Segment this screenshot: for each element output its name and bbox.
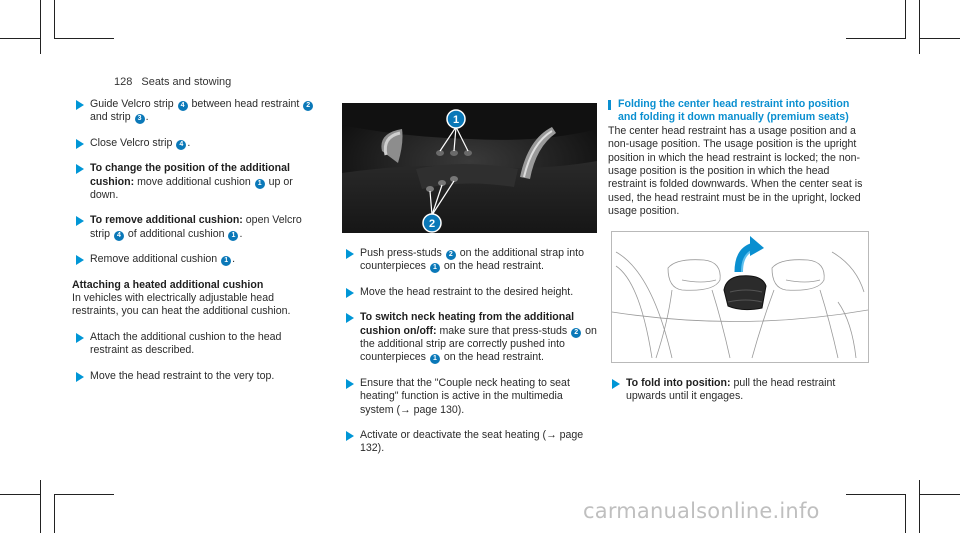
step-arrow-icon [612, 379, 620, 389]
step-arrow-icon [346, 249, 354, 259]
step-remove-additional: Remove additional cushion 1 . [72, 253, 322, 266]
callout-badge-4: 4 [176, 140, 186, 150]
page-reference-link[interactable]: page 130). [410, 403, 465, 416]
crop-mark [846, 38, 906, 39]
callout-badge-2: 2 [446, 250, 456, 260]
crop-mark [0, 494, 40, 495]
callout-badge-2: 2 [571, 328, 581, 338]
crop-mark [905, 494, 906, 533]
callout-badge-1: 1 [228, 231, 238, 241]
callout-badge-1: 1 [255, 179, 265, 189]
step-guide-velcro: Guide Velcro strip 4 between head restraint 2 and strip 3 . [72, 98, 322, 125]
crop-mark [40, 480, 41, 533]
crop-mark [40, 0, 41, 54]
callout-badge-4: 4 [114, 231, 124, 241]
head-restraint-image [342, 103, 597, 233]
intro-text: In vehicles with electrically adjustable head restraints, you can heat the additional cushion. [72, 292, 291, 318]
step-close-velcro: Close Velcro strip 4 . [72, 137, 322, 150]
step-ensure-function: Ensure that the "Couple neck heating to seat heating" function is active in the multimedia system (→ page 130). [342, 377, 597, 417]
callout-badge-1: 1 [430, 263, 440, 273]
step-arrow-icon [76, 333, 84, 343]
crop-mark [54, 38, 114, 39]
step-neck-heating: To switch neck heating from the additional cushion on/off: make sure that press-studs 2 on the additional strip are correctly pushed into counterpieces 1 on the head restraint. [342, 311, 597, 365]
crop-mark [919, 480, 920, 533]
step-arrow-icon [346, 379, 354, 389]
site-watermark: carmanualsonline.info [583, 499, 820, 523]
step-remove-cushion: To remove additional cushion: open Velcro strip 4 of additional cushion 1 . [72, 214, 322, 241]
column-left [72, 98, 322, 395]
crop-mark [54, 494, 114, 495]
crop-mark [0, 38, 40, 39]
section-title: Seats and stowing [141, 76, 232, 88]
step-arrow-icon [76, 372, 84, 382]
step-move-top: Move the head restraint to the very top. [72, 370, 322, 383]
column-right [608, 98, 870, 415]
step-arrow-icon [76, 255, 84, 265]
step-seat-heating: Activate or deactivate the seat heating (→ page 132). [342, 429, 597, 456]
step-arrow-icon [76, 139, 84, 149]
rear-seat-image [612, 232, 868, 362]
heading-marker [608, 100, 611, 110]
step-change-position: To change the position of the additional cushion: move additional cushion 1 up or down. [72, 162, 322, 202]
page-number: 128 [114, 76, 133, 88]
crop-mark [846, 494, 906, 495]
crop-mark [54, 0, 55, 38]
callout-badge-2: 2 [428, 218, 436, 230]
step-push-press-studs: Push press-studs 2 on the additional strap into counterpieces 1 on the head restraint. [342, 247, 597, 274]
crop-mark [54, 494, 55, 533]
step-arrow-icon [76, 216, 84, 226]
step-arrow-icon [346, 288, 354, 298]
column-middle [342, 103, 597, 468]
page-reference-link[interactable]: page 132). [360, 429, 584, 455]
crop-mark [920, 38, 960, 39]
step-move-height: Move the head restraint to the desired height. [342, 286, 597, 299]
section-heading: Attaching a heated additional cushion [72, 278, 264, 291]
page-ref-arrow-icon: → [546, 429, 557, 442]
callout-badge-1: 1 [452, 114, 460, 126]
callout-badge-1: 1 [221, 256, 231, 266]
page-header [114, 76, 231, 89]
step-arrow-icon [346, 313, 354, 323]
callout-badge-1: 1 [430, 354, 440, 364]
crop-mark [919, 0, 920, 54]
intro-text: The center head restraint has a usage position and a non-usage position. The usage position is the upright position in which the head restraint is locked; the non-usage position is the position in which the head restraint is folded downwards. When the center seat is used, the head restraint must be in the upright, locked usage position. [608, 124, 863, 218]
page-ref-arrow-icon: → [400, 403, 411, 416]
step-arrow-icon [76, 164, 84, 174]
step-attach-cushion: Attach the additional cushion to the head restraint as described. [72, 331, 322, 358]
crop-mark [905, 0, 906, 38]
callout-badge-3: 3 [135, 114, 145, 124]
callout-badge-2: 2 [303, 101, 313, 111]
step-arrow-icon [76, 100, 84, 110]
section-heading: Folding the center head restraint into position and folding it down manually (premium seats) [608, 98, 870, 125]
rear-seat-illustration [611, 231, 869, 363]
step-arrow-icon [346, 431, 354, 441]
step-fold-into-position: To fold into position: pull the head restraint upwards until it engages. [608, 377, 870, 404]
callout-badge-4: 4 [178, 101, 188, 111]
crop-mark [920, 494, 960, 495]
head-restraint-illustration [342, 103, 597, 233]
